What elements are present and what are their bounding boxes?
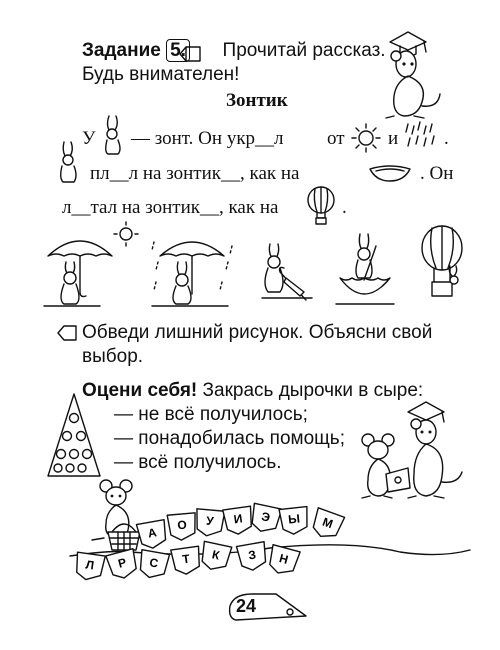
sun-icon bbox=[350, 122, 382, 154]
task2-text2: выбор. bbox=[82, 346, 144, 367]
cheese-letter-tile bbox=[249, 503, 282, 534]
story-l1b: — зонт. Он укр__л bbox=[131, 128, 284, 149]
cheese-letter-tile bbox=[74, 552, 105, 582]
rabbit-balloon-picture bbox=[422, 226, 462, 296]
page-number: 24 bbox=[236, 596, 257, 616]
pencil-small-icon bbox=[56, 324, 78, 342]
mouse-scholar-icon bbox=[378, 22, 448, 122]
cheese-letter: У bbox=[205, 513, 215, 529]
cheese-letter-tile bbox=[279, 507, 310, 536]
cheese-letter: Э bbox=[260, 509, 272, 525]
self-check-item-3: — всё получилось. bbox=[114, 452, 282, 473]
self-check-text: Закрась дырочки в сыре: bbox=[202, 380, 424, 401]
story-l2a: пл__л на зонтик__, как на bbox=[90, 163, 300, 184]
story-title: Зонтик bbox=[226, 90, 288, 111]
cheese-letter-tile bbox=[137, 550, 169, 580]
cheese-letter: Н bbox=[277, 551, 290, 567]
task2-text1: Обведи лишний рисунок. Объясни свой bbox=[82, 322, 433, 343]
cheese-letter: О bbox=[176, 517, 188, 533]
rabbit-icon bbox=[100, 114, 128, 156]
cheese-letter: А bbox=[146, 525, 158, 541]
self-check-item-2: — понадобилась помощь; bbox=[114, 428, 345, 449]
rain-icon bbox=[404, 122, 440, 150]
cheese-letter-tile bbox=[195, 509, 225, 537]
story-l3b: . bbox=[342, 197, 347, 218]
story-l1c: от bbox=[327, 128, 345, 149]
rabbit-closed-umbrella-picture bbox=[262, 244, 312, 300]
cheese-letter-tile bbox=[171, 546, 202, 576]
cheese-letter: И bbox=[232, 511, 244, 527]
cheese-letter-tile bbox=[136, 520, 168, 550]
self-check-label: Оцени себя! bbox=[82, 380, 198, 401]
story-l1e: . bbox=[444, 128, 449, 149]
task-line2: Будь внимателен! bbox=[82, 64, 240, 85]
cheese-letter: Ы bbox=[287, 511, 301, 527]
task-number: 5. bbox=[166, 39, 190, 62]
self-check-item-1: — не всё получилось; bbox=[114, 404, 308, 425]
cheese-letter: З bbox=[247, 547, 258, 563]
balloon-icon bbox=[305, 186, 337, 226]
story-l3a: л__тал на зонтик__, как на bbox=[62, 197, 279, 218]
cheese-letter-tile bbox=[309, 508, 344, 542]
cheese-letter: Р bbox=[116, 555, 128, 571]
rabbit-umbrella-sun-picture bbox=[44, 222, 138, 306]
cheese-letter-tile bbox=[266, 545, 300, 577]
cheese-letter: С bbox=[148, 555, 160, 571]
story-l1d: и bbox=[388, 128, 399, 149]
cheese-letter: Л bbox=[84, 557, 96, 573]
pencil-icon bbox=[178, 44, 202, 64]
story-l1a: У bbox=[82, 128, 96, 149]
cheese-letter-tile bbox=[223, 506, 254, 536]
mice-with-cheese-icon bbox=[350, 398, 470, 508]
task-label: Задание bbox=[82, 40, 161, 61]
task-instruction: Прочитай рассказ. bbox=[222, 40, 386, 61]
picture-row bbox=[40, 222, 470, 312]
story-l2b: . Он bbox=[420, 163, 454, 184]
cheese-letter-tile bbox=[236, 542, 268, 572]
cheese-letter-tile bbox=[106, 549, 140, 581]
cheese-letter: К bbox=[210, 547, 221, 563]
cheese-letter: Т bbox=[181, 551, 191, 567]
rabbit-umbrella-rain-picture bbox=[152, 242, 232, 306]
cheese-letter-tile bbox=[167, 513, 197, 541]
task-header bbox=[82, 40, 386, 62]
cheese-letter-tile bbox=[199, 541, 232, 572]
cheese-holes-icon bbox=[44, 392, 104, 480]
boat-icon bbox=[368, 163, 412, 185]
rabbit-small-icon bbox=[56, 140, 82, 184]
cheese-letter: М bbox=[320, 514, 335, 532]
rabbit-umbrella-boat-picture bbox=[336, 234, 394, 304]
